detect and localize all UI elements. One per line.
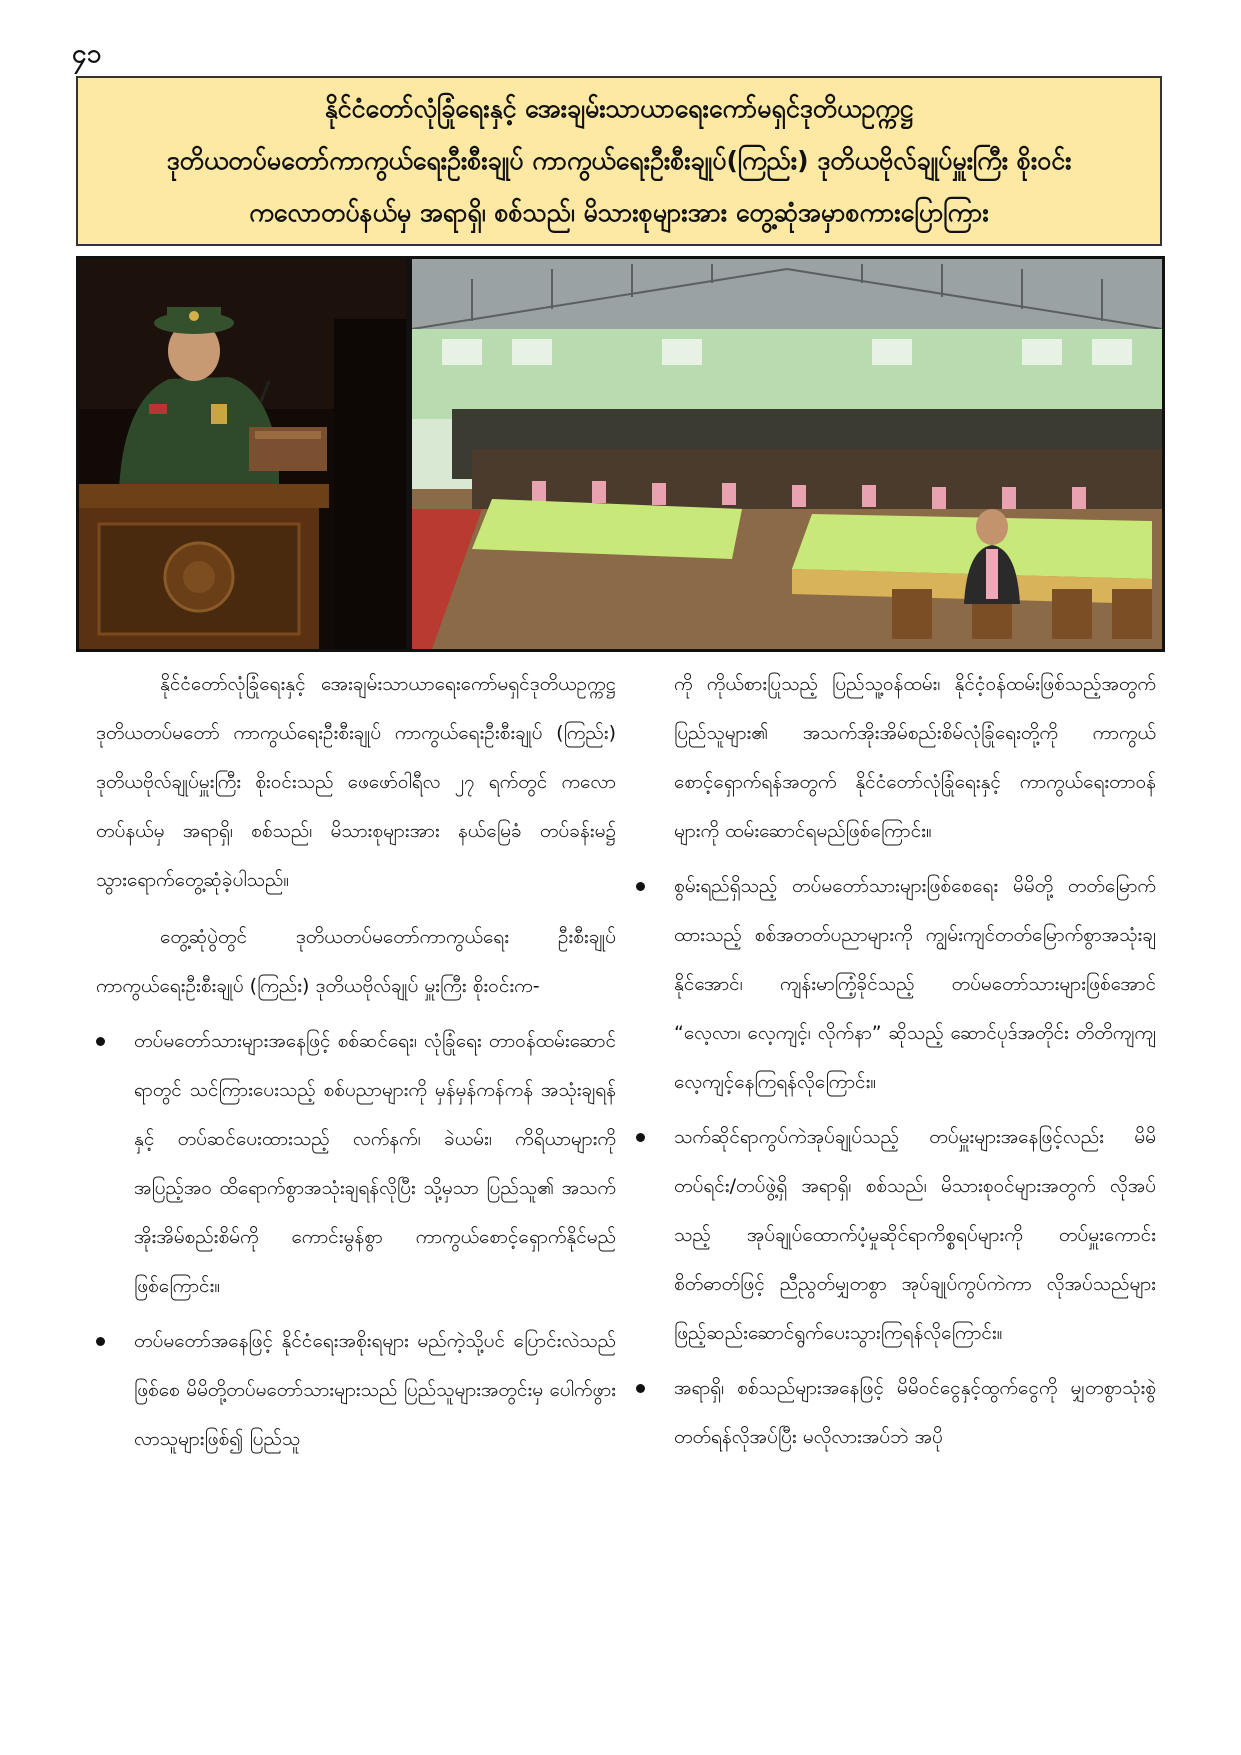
page-number: ၄၁ [72, 39, 102, 69]
bullet-dot-icon [636, 1133, 645, 1142]
bullet-text: အရာရှိ၊ စစ်သည်များအနေဖြင့် မိမိဝင်ငွေနှင့်ထွက်ငွေကို မျှတစွာသုံးစွဲတတ်ရန်လိုအပ်ပြီး မလိုလားအပ်ဘဲ အပို [674, 1377, 1156, 1448]
photo-audience [409, 256, 1165, 652]
bullet-item [96, 1017, 616, 1311]
bullet-dot-icon [96, 1337, 105, 1346]
bullet-text: တပ်မတော်သားများအနေဖြင့် စစ်ဆင်ရေး၊ လုံခြုံရေး တာဝန်ထမ်းဆောင်ရာတွင် သင်ကြားပေးသည့် စစ်ပညာများကို မှန်မှန်ကန်ကန် အသုံးချရန်နှင့် တပ်ဆင်ပေးထားသည့် လက်နက်၊ ခဲယမ်း၊ ကိရိယာများကို အပြည့်အဝ ထိရောက်စွာအသုံးချရန်လိုပြီး သို့မှသာ ပြည်သူ၏ အသက်အိုးအိမ်စည်းစိမ်ကို ကောင်းမွန်စွာ ကာကွယ်စောင့်ရှောက်နိုင်မည်ဖြစ်ကြောင်း။ [134, 1030, 616, 1297]
bullet-item [636, 862, 1156, 1107]
bullet-item [636, 1364, 1156, 1462]
headline-line-3: ကလောတပ်နယ်မှ အရာရှိ၊ စစ်သည်၊ မိသားစုများအား တွေ့ဆုံအမှာစကားပြောကြား [249, 198, 989, 227]
bullet-dot-icon [96, 1037, 105, 1046]
right-column [636, 660, 1156, 1462]
bullet-text: စွမ်းရည်ရှိသည့် တပ်မတော်သားများဖြစ်စေရေး မိမိတို့ တတ်မြောက်ထားသည့် စစ်အတတ်ပညာများကို ကျွမ်းကျင်တတ်မြောက်စွာအသုံးချနိုင်အောင်၊ ကျန်းမာကြံ့ခိုင်သည့် တပ်မတော်သားများဖြစ်အောင် “လေ့လာ၊ လေ့ကျင့်၊ လိုက်နာ” ဆိုသည့် ဆောင်ပုဒ်အတိုင်း တိတိကျကျ လေ့ကျင့်နေကြရန်လိုကြောင်း။ [674, 875, 1156, 1093]
continuation-paragraph: ကို ကိုယ်စားပြုသည့် ပြည်သူ့ဝန်ထမ်း၊ နိုင်ငံ့ဝန်ထမ်းဖြစ်သည့်အတွက် ပြည်သူများ၏ အသက်အိုးအိမ်စည်းစိမ်လုံခြုံရေးတို့ကို ကာကွယ်စောင့်ရှောက်ရန်အတွက် နိုင်ငံတော်လုံခြုံရေးနှင့် ကာကွယ်ရေးတာဝန်များကို ထမ်းဆောင်ရမည်ဖြစ်ကြောင်း။ [674, 673, 1156, 842]
bullet-item [636, 1113, 1156, 1358]
second-paragraph: တွေ့ဆုံပွဲတွင် ဒုတိယတပ်မတော်ကာကွယ်ရေး ဦးစီးချုပ် ကာကွယ်ရေးဦးစီးချုပ် (ကြည်း) ဒုတိယဗိုလ်ချုပ် မှူးကြီး စိုးဝင်းက- [96, 926, 616, 997]
intro-paragraph: နိုင်ငံတော်လုံခြုံရေးနှင့် အေးချမ်းသာယာရေးကော်မရှင်ဒုတိယဥက္ကဋ္ဌ ဒုတိယတပ်မတော် ကာကွယ်ရေးဦးစီးချုပ် ကာကွယ်ရေးဦးစီးချုပ် (ကြည်း) ဒုတိယဗိုလ်ချုပ်မှူးကြီး စိုးဝင်းသည် ဖေဖော်ဝါရီလ ၂၇ ရက်တွင် ကလောတပ်နယ်မှ အရာရှိ၊ စစ်သည်၊ မိသားစုများအား နယ်မြေခံ တပ်ခန်းမ၌ သွားရောက်တွေ့ဆုံခဲ့ပါသည်။ [96, 673, 616, 891]
headline-line-1: နိုင်ငံတော်လုံခြုံရေးနှင့် အေးချမ်းသာယာရေးကော်မရှင်ဒုတိယဥက္ကဋ္ဌ [324, 94, 914, 123]
bullet-item [96, 1317, 616, 1464]
headline-line-2: ဒုတိယတပ်မတော်ကာကွယ်ရေးဦးစီးချုပ် ကာကွယ်ရေးဦးစီးချုပ်(ကြည်း) ဒုတိယဗိုလ်ချုပ်မှူးကြီး စိုးဝင်း [166, 146, 1072, 175]
bullet-dot-icon [636, 882, 645, 891]
headline-box [76, 76, 1162, 246]
bullet-text: တပ်မတော်အနေဖြင့် နိုင်ငံရေးအစိုးရများ မည်ကဲ့သို့ပင် ပြောင်းလဲသည်ဖြစ်စေ မိမိတို့တပ်မတော်သားများသည် ပြည်သူများအတွင်းမှ ပေါက်ဖွားလာသူများဖြစ်၍ ပြည်သူ [134, 1330, 616, 1450]
left-column [96, 660, 616, 1464]
photo-speaker [76, 256, 409, 652]
bullet-text: သက်ဆိုင်ရာကွပ်ကဲအုပ်ချုပ်သည့် တပ်မှူးများအနေဖြင့်လည်း မိမိတပ်ရင်း/တပ်ဖွဲ့ရှိ အရာရှိ၊ စစ်သည်၊ မိသားစုဝင်များအတွက် လိုအပ်သည့် အုပ်ချုပ်ထောက်ပံ့မှုဆိုင်ရာကိစ္စရပ်များကို တပ်မှူးကောင်းစိတ်ဓာတ်ဖြင့် ညီညွတ်မျှတစွာ အုပ်ချုပ်ကွပ်ကဲကာ လိုအပ်သည်များ ဖြည့်ဆည်းဆောင်ရွက်ပေးသွားကြရန်လိုကြောင်း။ [674, 1126, 1156, 1344]
bullet-dot-icon [636, 1384, 645, 1393]
